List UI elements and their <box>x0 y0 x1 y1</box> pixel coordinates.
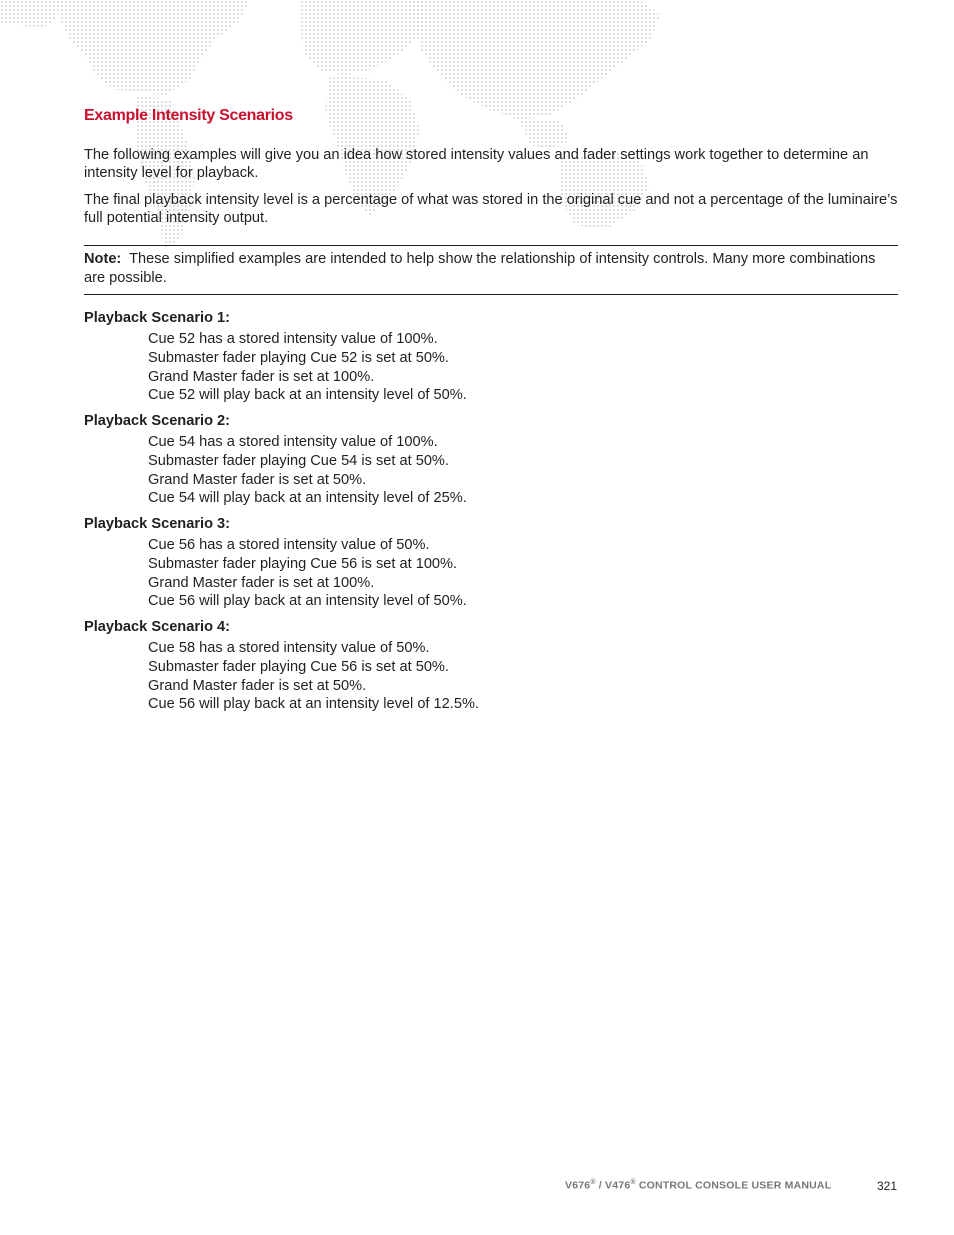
section-heading: Example Intensity Scenarios <box>84 107 293 124</box>
footer-model-a: V676 <box>565 1179 591 1192</box>
note-label: Note: <box>84 251 122 267</box>
playback-scenario-3 <box>84 515 898 611</box>
scenario-line: Submaster fader playing Cue 56 is set at 50%. <box>148 658 449 675</box>
scenario-line: Submaster fader playing Cue 56 is set at 100%. <box>148 555 458 572</box>
scenario-title: Playback Scenario 4: <box>84 619 231 635</box>
page-number: 321 <box>877 1179 898 1193</box>
playback-scenario-4 <box>84 618 898 714</box>
footer-title: CONTROL CONSOLE USER MANUAL <box>635 1179 832 1192</box>
scenario-line: Submaster fader playing Cue 52 is set at 50%. <box>148 349 449 366</box>
note-text: These simplified examples are intended to help show the relationship of intensity controls. Many more combinations are possible. <box>84 251 876 286</box>
scenario-title: Playback Scenario 2: <box>84 413 231 429</box>
scenario-line: Grand Master fader is set at 50%. <box>148 471 367 488</box>
scenario-title: Playback Scenario 3: <box>84 516 231 532</box>
explanation-paragraph: The final playback intensity level is a percentage of what was stored in the original cue and not a percentage of the luminaire’s full potential intensity output. <box>84 192 898 226</box>
registered-mark: ® <box>590 1179 596 1186</box>
note-box <box>84 245 898 295</box>
scenario-line: Cue 58 has a stored intensity value of 50%. <box>148 640 430 656</box>
scenario-line: Grand Master fader is set at 100%. <box>148 574 375 591</box>
intro-paragraph: The following examples will give you an idea how stored intensity values and fader settings work together to determine an intensity level for playback. <box>84 147 869 181</box>
footer-manual-title <box>565 1179 831 1192</box>
scenario-line: Cue 56 will play back at an intensity level of 50%. <box>148 593 467 610</box>
registered-mark: ® <box>630 1179 636 1186</box>
playback-scenario-1 <box>84 309 898 405</box>
playback-scenario-2 <box>84 412 898 508</box>
footer-separator: / <box>595 1179 606 1192</box>
scenario-line: Grand Master fader is set at 50%. <box>148 677 367 694</box>
scenario-line: Submaster fader playing Cue 54 is set at 50%. <box>148 452 449 469</box>
scenario-line: Cue 56 has a stored intensity value of 50%. <box>148 537 430 553</box>
footer-model-b: V476 <box>605 1179 631 1192</box>
scenario-line: Cue 54 has a stored intensity value of 100%. <box>148 434 438 450</box>
scenario-line: Cue 54 will play back at an intensity level of 25%. <box>148 490 467 507</box>
scenario-line: Cue 56 will play back at an intensity level of 12.5%. <box>148 696 479 713</box>
scenario-line: Cue 52 has a stored intensity value of 100%. <box>148 331 438 347</box>
scenario-line: Cue 52 will play back at an intensity level of 50%. <box>148 387 467 404</box>
scenario-line: Grand Master fader is set at 100%. <box>148 368 375 385</box>
scenario-title: Playback Scenario 1: <box>84 310 231 326</box>
